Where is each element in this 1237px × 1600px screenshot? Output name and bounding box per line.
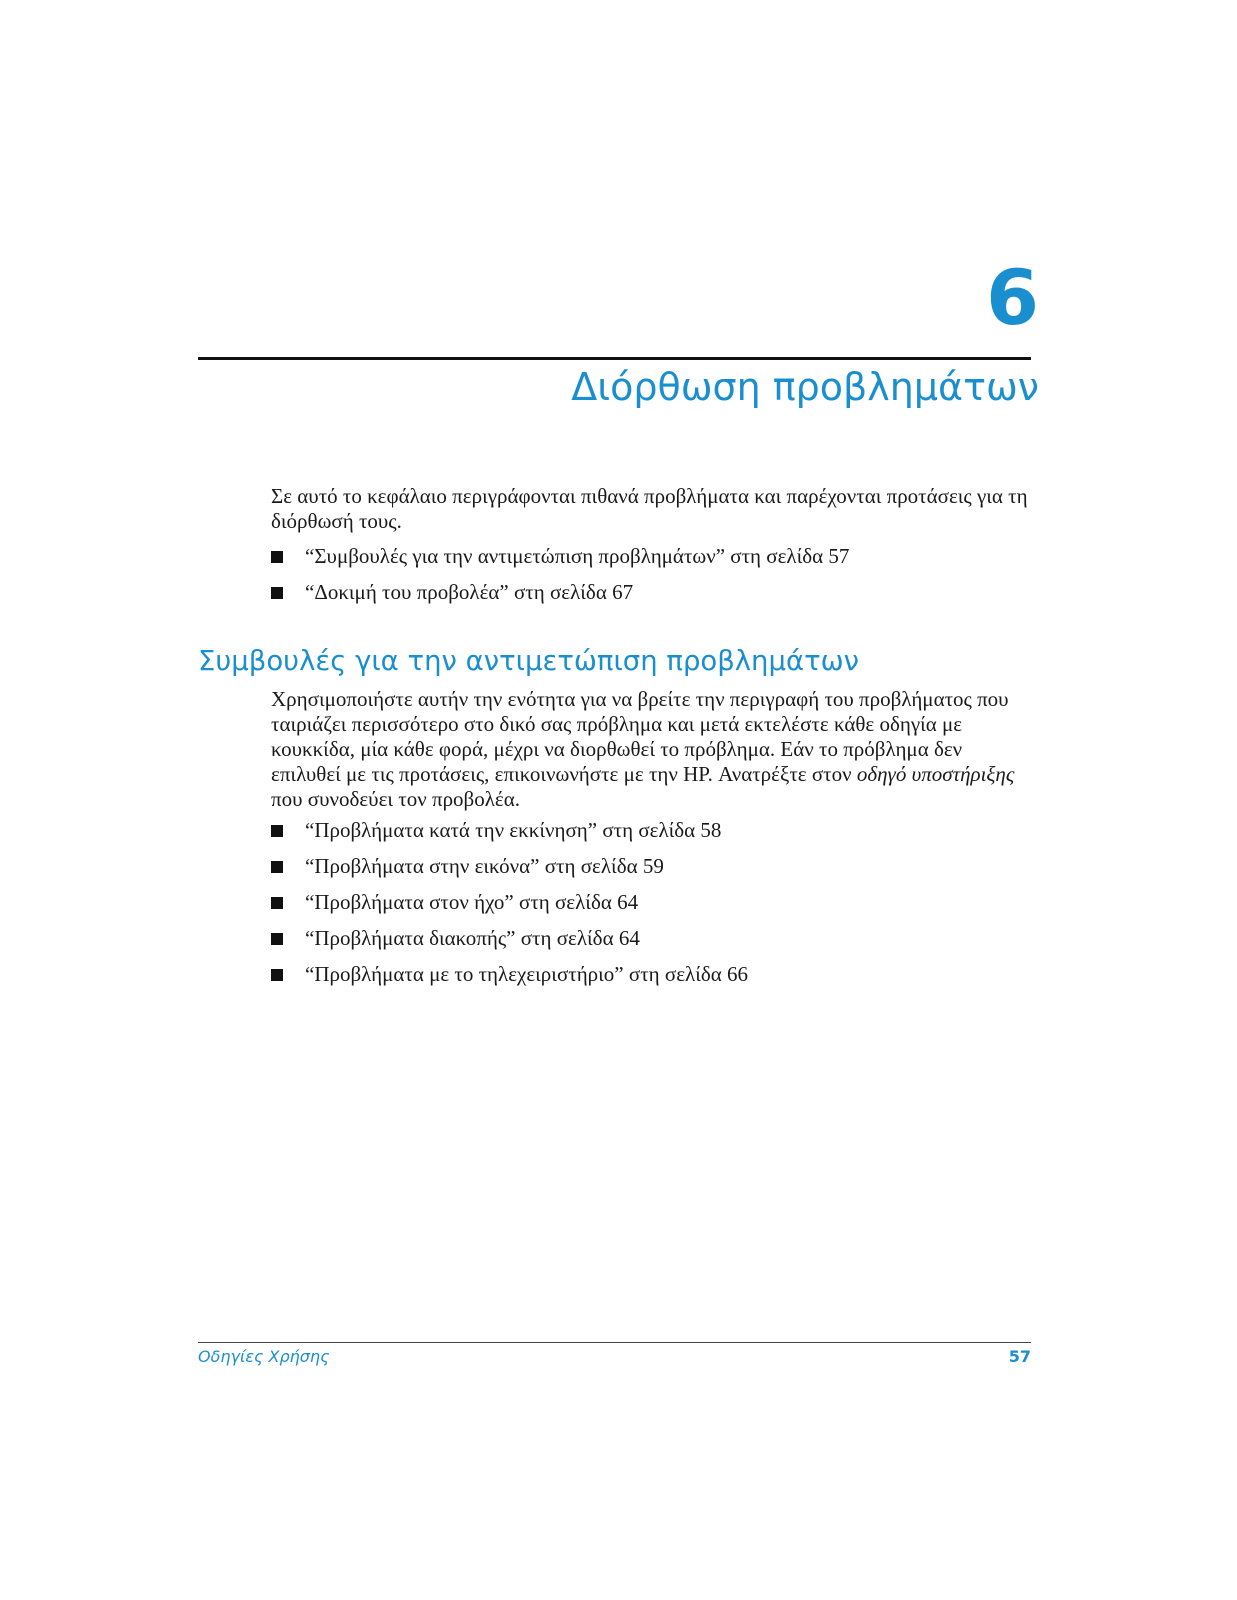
list-item[interactable] xyxy=(271,818,748,854)
square-bullet-icon xyxy=(271,933,283,945)
support-guide-reference: οδηγό υποστήριξης xyxy=(856,762,1015,786)
section-text-after: που συνοδεύει τον προβολέα. xyxy=(271,787,520,811)
cross-reference-link[interactable]: “Συμβουλές για την αντιμετώπιση προβλημάτων” στη σελίδα 57 xyxy=(305,544,850,568)
cross-reference-link[interactable]: “Δοκιμή του προβολέα” στη σελίδα 67 xyxy=(305,580,634,604)
square-bullet-icon xyxy=(271,861,283,873)
intro-link-list xyxy=(271,544,849,616)
cross-reference-link[interactable]: “Προβλήματα κατά την εκκίνηση” στη σελίδα 58 xyxy=(305,818,722,842)
cross-reference-link[interactable]: “Προβλήματα διακοπής” στη σελίδα 64 xyxy=(305,926,640,950)
chapter-title: Διόρθωση προβλημάτων xyxy=(571,365,1039,409)
section-paragraph xyxy=(271,687,1031,812)
list-item[interactable] xyxy=(271,926,748,962)
square-bullet-icon xyxy=(271,587,283,599)
list-item[interactable] xyxy=(271,890,748,926)
square-bullet-icon xyxy=(271,969,283,981)
list-item[interactable] xyxy=(271,580,849,616)
section-text-before: Χρησιμοποιήστε αυτήν την ενότητα για να βρείτε την περιγραφή του προβλήματος που ταιριάζει περισσότερο στο δικό σας πρόβλημα και μετά εκτελέστε κάθε οδηγία με κουκκίδα, μία κάθε φορά, μέχρι να διορθωθεί το πρόβλημα. Εάν το πρόβλημα δεν επιλυθεί με τις προτάσεις, επικοινωνήστε με την HP. Ανατρέξτε στον xyxy=(271,687,1009,786)
chapter-divider xyxy=(198,357,1031,360)
cross-reference-link[interactable]: “Προβλήματα στον ήχο” στη σελίδα 64 xyxy=(305,890,639,914)
list-item[interactable] xyxy=(271,962,748,998)
chapter-number: 6 xyxy=(986,253,1039,342)
square-bullet-icon xyxy=(271,897,283,909)
list-item[interactable] xyxy=(271,854,748,890)
section-heading: Συμβουλές για την αντιμετώπιση προβλημάτων xyxy=(198,645,860,677)
page-number: 57 xyxy=(1008,1347,1031,1366)
footer-divider xyxy=(198,1342,1031,1343)
square-bullet-icon xyxy=(271,551,283,563)
footer-document-title: Οδηγίες Χρήσης xyxy=(198,1347,330,1366)
cross-reference-link[interactable]: “Προβλήματα με το τηλεχειριστήριο” στη σελίδα 66 xyxy=(305,962,748,986)
intro-paragraph: Σε αυτό το κεφάλαιο περιγράφονται πιθανά προβλήματα και παρέχονται προτάσεις για τη διόρθωσή τους. xyxy=(271,484,1028,533)
list-item[interactable] xyxy=(271,544,849,580)
section-link-list xyxy=(271,818,748,998)
square-bullet-icon xyxy=(271,825,283,837)
cross-reference-link[interactable]: “Προβλήματα στην εικόνα” στη σελίδα 59 xyxy=(305,854,664,878)
